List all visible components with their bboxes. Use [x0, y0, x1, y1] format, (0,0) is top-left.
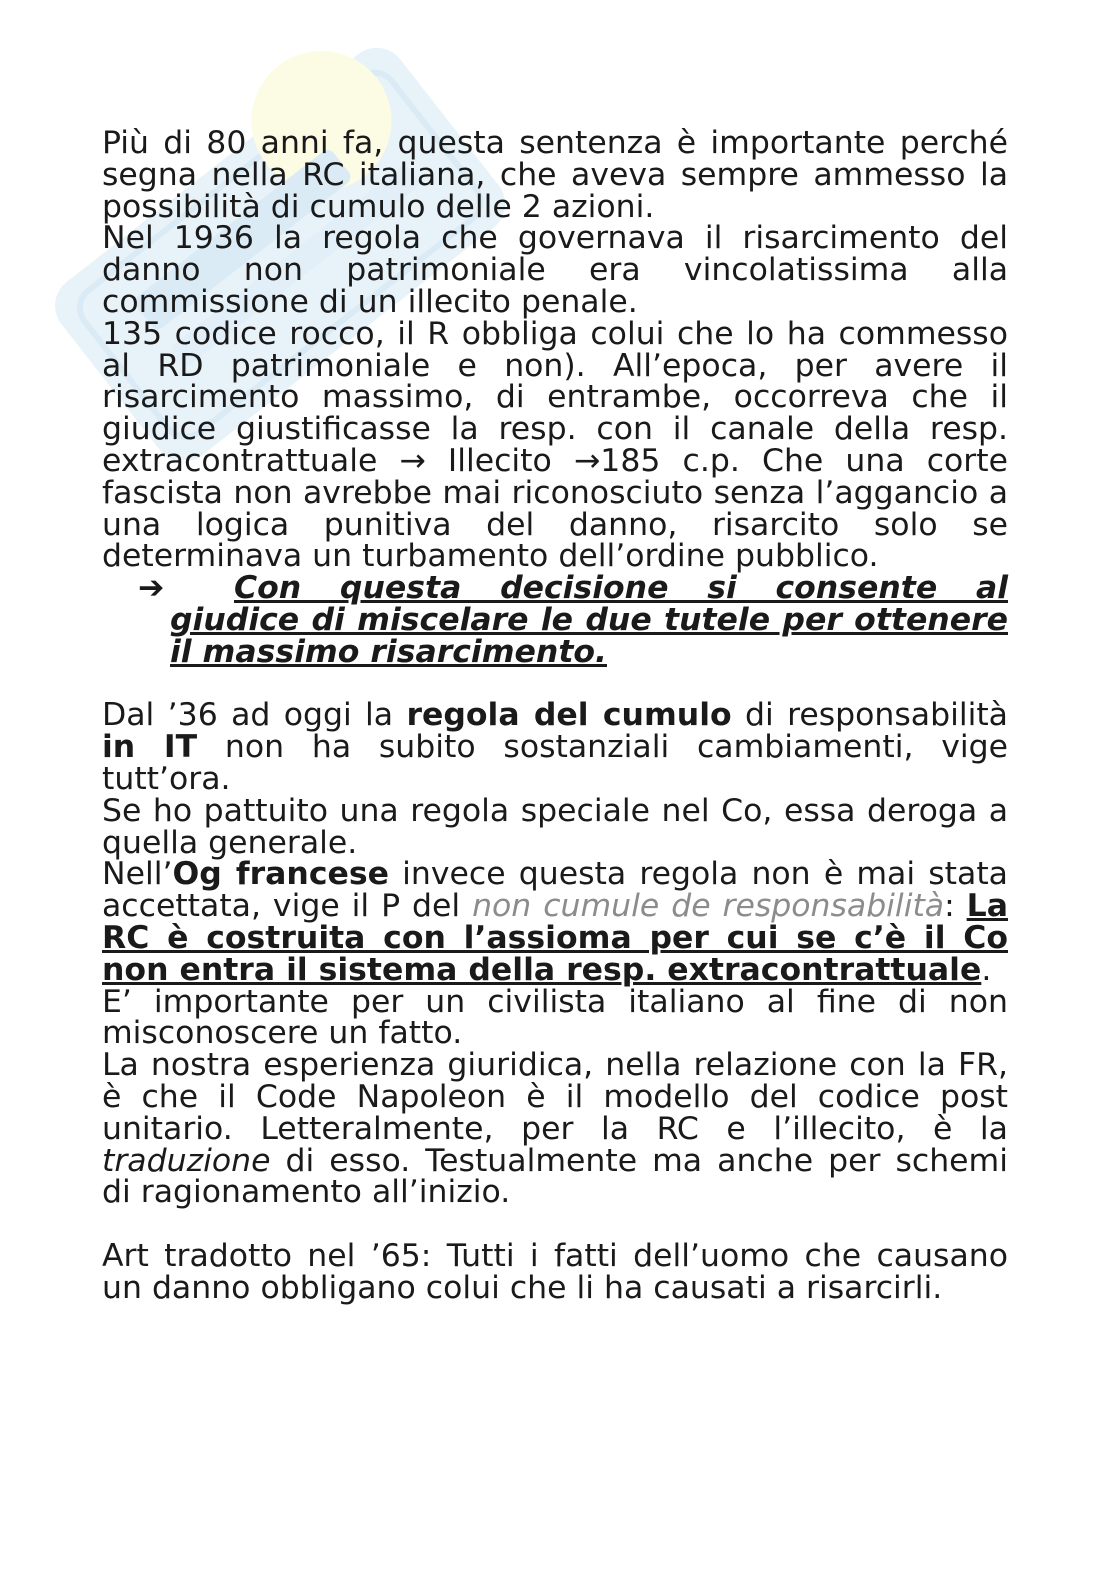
text-span: di responsabilità	[731, 697, 1008, 734]
paragraph-art-tradotto: Art tradotto nel ’65: Tutti i fatti dell’uomo che causano un danno obbligano colui che li ha causati a risarcirli.	[102, 1237, 1008, 1306]
paragraph-1936-rule: Nel 1936 la regola che governava il risarcimento del danno non patrimoniale era vincolatissima alla commissione di un illecito penale.	[102, 220, 1008, 320]
paragraph-og-francese	[102, 856, 1008, 988]
text-span: Nell’	[102, 856, 173, 893]
bold-term: regola del cumulo	[406, 697, 732, 734]
italic-term: traduzione	[102, 1142, 271, 1179]
italic-term: non cumule de responsabilità	[472, 888, 945, 925]
bold-term: in IT	[102, 729, 198, 766]
paragraph-regola-speciale: Se ho pattuito una regola speciale nel Co, essa deroga a quella generale.	[102, 792, 1008, 861]
document-body	[102, 125, 1008, 1306]
bold-term: Og francese	[172, 856, 389, 893]
paragraph-regola-cumulo	[102, 697, 1008, 797]
text-span: :	[944, 888, 967, 925]
underlined-statement: La RC è costruita con l’assioma per cui se c’è il Co non entra il sistema della resp. extracontrattuale	[102, 888, 1008, 988]
text-span: invece questa regola non è mai stata accettata, vige il P del	[102, 856, 1008, 925]
bullet-text: Con questa decisione si consente al giudice di miscelare le due tutele per ottenere il massimo risarcimento.	[170, 570, 1008, 670]
paragraph-cumulo-intro: Più di 80 anni fa, questa sentenza è importante perché segna nella RC italiana, che aveva sempre ammesso la possibilità di cumulo delle 2 azioni.	[102, 125, 1008, 225]
paragraph-code-napoleon	[102, 1047, 1008, 1211]
text-span: di esso. Testualmente ma anche per schemi di ragionamento all’inizio.	[102, 1142, 1008, 1211]
paragraph-civilista: E’ importante per un civilista italiano al fine di non misconoscere un fatto.	[102, 983, 1008, 1052]
text-span: .	[981, 951, 992, 988]
text-span: La nostra esperienza giuridica, nella relazione con la FR, è che il Code Napoleon è il modello del codice post unitario. Letteralmente, per la RC e l’illecito, è la	[102, 1047, 1008, 1147]
arrow-bullet-icon: ➔	[138, 570, 165, 607]
text-span: non ha subito sostanziali cambiamenti, vige tutt’ora.	[102, 729, 1008, 797]
bullet-item	[102, 570, 1008, 670]
paragraph-codice-rocco: 135 codice rocco, il R obbliga colui che lo ha commesso al RD patrimoniale e non). All’epoca, per avere il risarcimento massimo, di entrambe, occorreva che il giudice giustificasse la resp. con il canale della resp. extracontrattuale → Illecito →185 c.p. Che una corte fascista non avrebbe mai riconosciuto senza l’aggancio a una logica punitiva del danno, risarcito solo se determinava un turbamento dell’ordine pubblico.	[102, 315, 1008, 575]
text-span: Dal ’36 ad oggi la	[102, 697, 407, 734]
